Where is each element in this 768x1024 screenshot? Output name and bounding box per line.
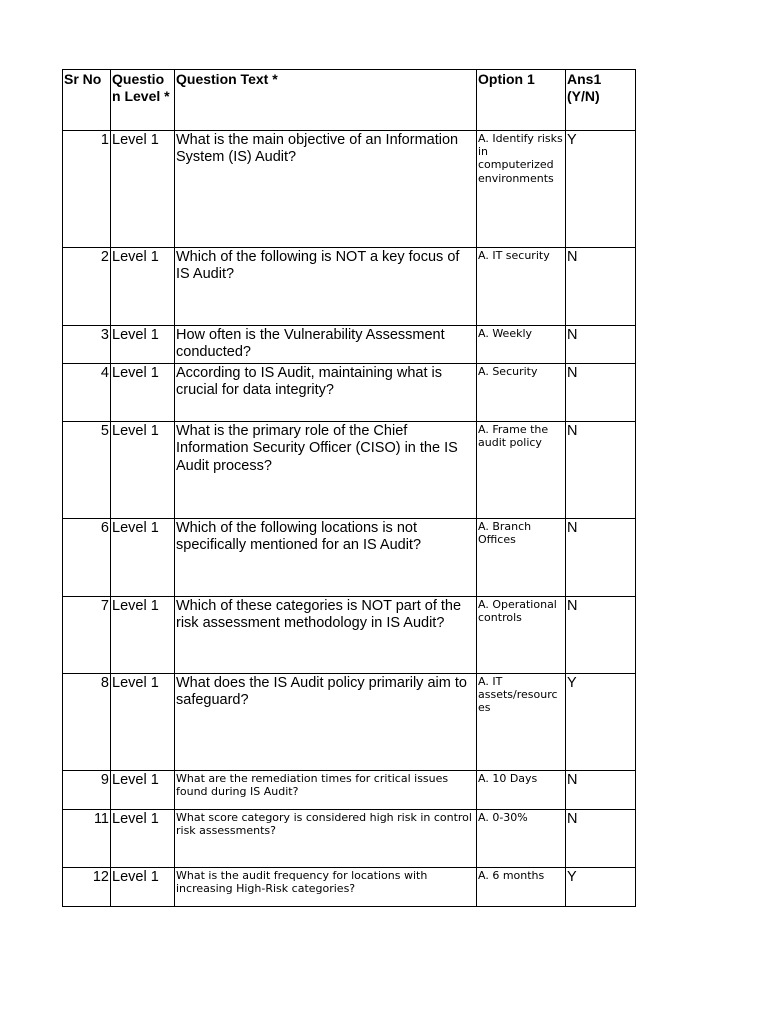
table-row [63,868,636,907]
cell-option[interactable]: A. Security [477,364,566,422]
header-sr-no[interactable]: Sr No [63,70,111,131]
cell-sr-no[interactable]: 6 [63,519,111,597]
cell-sr-no[interactable]: 9 [63,771,111,810]
cell-option[interactable]: A. 10 Days [477,771,566,810]
cell-answer[interactable]: N [566,422,636,519]
cell-answer[interactable]: N [566,248,636,326]
cell-level[interactable]: Level 1 [111,597,175,674]
cell-question[interactable]: According to IS Audit, maintaining what is crucial for data integrity? [175,364,477,422]
cell-question[interactable]: What does the IS Audit policy primarily aim to safeguard? [175,674,477,771]
table-row [63,771,636,810]
table-row [63,597,636,674]
cell-option[interactable]: A. IT assets/resourc es [477,674,566,771]
cell-level[interactable]: Level 1 [111,771,175,810]
cell-answer[interactable]: N [566,326,636,364]
table-row [63,248,636,326]
table-row [63,810,636,868]
cell-sr-no[interactable]: 7 [63,597,111,674]
cell-sr-no[interactable]: 12 [63,868,111,907]
cell-option[interactable]: A. Identify risks in computerized environments [477,131,566,248]
cell-answer[interactable]: N [566,597,636,674]
cell-question[interactable]: What is the audit frequency for locations with increasing High-Risk categories? [175,868,477,907]
cell-sr-no[interactable]: 11 [63,810,111,868]
cell-answer[interactable]: N [566,771,636,810]
cell-level[interactable]: Level 1 [111,519,175,597]
cell-level[interactable]: Level 1 [111,248,175,326]
header-question-text[interactable]: Question Text * [175,70,477,131]
cell-question[interactable]: What is the main objective of an Information System (IS) Audit? [175,131,477,248]
cell-level[interactable]: Level 1 [111,674,175,771]
cell-option[interactable]: A. 0-30% [477,810,566,868]
question-sheet-table [62,69,636,907]
table-row [63,364,636,422]
table-row [63,131,636,248]
cell-answer[interactable]: N [566,519,636,597]
table-row [63,422,636,519]
cell-answer[interactable]: Y [566,131,636,248]
cell-level[interactable]: Level 1 [111,131,175,248]
cell-answer[interactable]: Y [566,868,636,907]
header-ans1[interactable]: Ans1 (Y/N) [566,70,636,131]
header-option-1[interactable]: Option 1 [477,70,566,131]
cell-question[interactable]: Which of the following is NOT a key focus of IS Audit? [175,248,477,326]
cell-question[interactable]: Which of the following locations is not specifically mentioned for an IS Audit? [175,519,477,597]
cell-sr-no[interactable]: 8 [63,674,111,771]
cell-sr-no[interactable]: 2 [63,248,111,326]
cell-level[interactable]: Level 1 [111,868,175,907]
cell-option[interactable]: A. Weekly [477,326,566,364]
cell-option[interactable]: A. 6 months [477,868,566,907]
cell-question[interactable]: What score category is considered high risk in control risk assessments? [175,810,477,868]
cell-option[interactable]: A. IT security [477,248,566,326]
cell-option[interactable]: A. Operational controls [477,597,566,674]
cell-sr-no[interactable]: 5 [63,422,111,519]
cell-level[interactable]: Level 1 [111,810,175,868]
cell-option[interactable]: A. Branch Offices [477,519,566,597]
cell-question[interactable]: What are the remediation times for critical issues found during IS Audit? [175,771,477,810]
cell-question[interactable]: How often is the Vulnerability Assessment conducted? [175,326,477,364]
cell-question[interactable]: Which of these categories is NOT part of the risk assessment methodology in IS Audit? [175,597,477,674]
cell-answer[interactable]: N [566,810,636,868]
cell-answer[interactable]: N [566,364,636,422]
table-row [63,326,636,364]
cell-level[interactable]: Level 1 [111,326,175,364]
cell-sr-no[interactable]: 4 [63,364,111,422]
header-row [63,70,636,131]
cell-answer[interactable]: Y [566,674,636,771]
cell-question[interactable]: What is the primary role of the Chief Information Security Officer (CISO) in the IS Audit process? [175,422,477,519]
cell-option[interactable]: A. Frame the audit policy [477,422,566,519]
cell-sr-no[interactable]: 3 [63,326,111,364]
cell-level[interactable]: Level 1 [111,364,175,422]
table-row [63,674,636,771]
cell-sr-no[interactable]: 1 [63,131,111,248]
header-question-level[interactable]: Questio n Level * [111,70,175,131]
table-row [63,519,636,597]
cell-level[interactable]: Level 1 [111,422,175,519]
